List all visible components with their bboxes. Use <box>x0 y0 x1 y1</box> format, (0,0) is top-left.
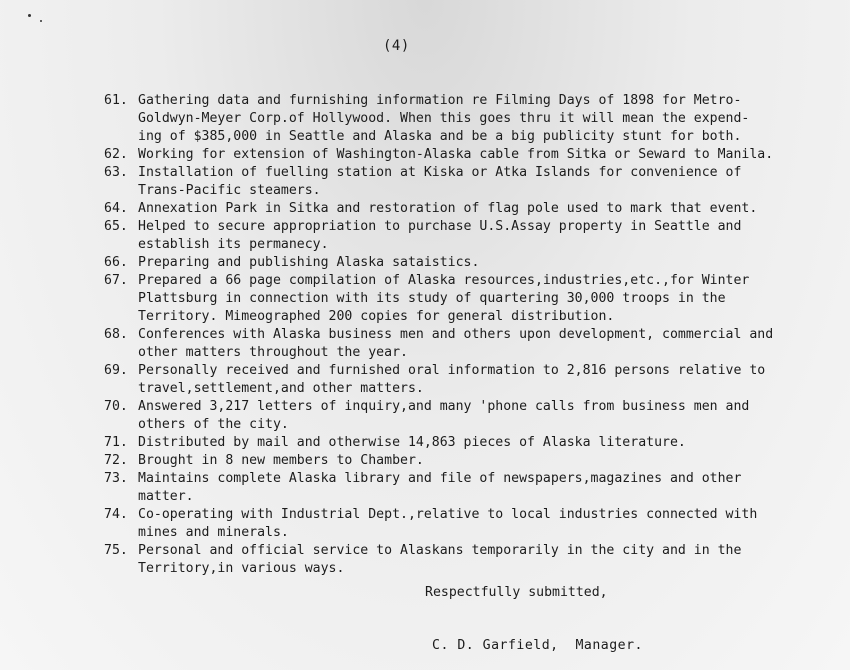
list-item <box>104 434 844 452</box>
ink-speck <box>40 20 42 22</box>
item-text: Personally received and furnished oral information to 2,816 persons relative to <box>138 363 766 378</box>
item-number: 75. <box>104 543 128 558</box>
list-item-continuation <box>104 110 844 128</box>
list-item <box>104 272 844 290</box>
list-item <box>104 362 844 380</box>
item-number <box>104 344 138 362</box>
item-number <box>104 110 138 128</box>
item-text: Plattsburg in connection with its study of quartering 30,000 troops in the <box>138 291 726 306</box>
list-item <box>104 452 844 470</box>
item-number <box>104 560 138 578</box>
item-number <box>104 182 138 200</box>
list-item <box>104 254 844 272</box>
list-item-continuation <box>104 380 844 398</box>
list-item-continuation <box>104 290 844 308</box>
item-number <box>104 380 138 398</box>
item-text: Maintains complete Alaska library and file of newspapers,magazines and other <box>138 471 742 486</box>
list-item <box>104 326 844 344</box>
page-number: (4) <box>383 38 410 54</box>
list-item <box>104 92 844 110</box>
item-number: 74. <box>104 507 128 522</box>
closing-line: Respectfully submitted, <box>425 585 608 600</box>
item-number: 67. <box>104 273 128 288</box>
item-text: Co-operating with Industrial Dept.,relative to local industries connected with <box>138 507 758 522</box>
list-item-continuation <box>104 560 844 578</box>
list-item-continuation <box>104 128 844 146</box>
ink-speck <box>28 14 31 17</box>
item-number: 69. <box>104 363 128 378</box>
item-text: Helped to secure appropriation to purchase U.S.Assay property in Seattle and <box>138 219 742 234</box>
list-item <box>104 506 844 524</box>
item-text: mines and minerals. <box>138 525 289 540</box>
item-text: matter. <box>138 489 194 504</box>
item-number: 73. <box>104 471 128 486</box>
list-item <box>104 218 844 236</box>
list-item-continuation <box>104 344 844 362</box>
item-text: Brought in 8 new members to Chamber. <box>138 453 424 468</box>
item-number: 63. <box>104 165 128 180</box>
item-number: 71. <box>104 435 128 450</box>
item-number: 72. <box>104 453 128 468</box>
list-item <box>104 470 844 488</box>
item-text: Distributed by mail and otherwise 14,863 pieces of Alaska literature. <box>138 435 686 450</box>
list-item <box>104 146 844 164</box>
list-item <box>104 200 844 218</box>
item-number: 64. <box>104 201 128 216</box>
item-text: ing of $385,000 in Seattle and Alaska and be a big publicity stunt for both. <box>138 129 742 144</box>
item-text: Annexation Park in Sitka and restoration of flag pole used to mark that event. <box>138 201 758 216</box>
item-text: other matters throughout the year. <box>138 345 408 360</box>
item-number: 65. <box>104 219 128 234</box>
item-number: 70. <box>104 399 128 414</box>
item-number <box>104 524 138 542</box>
item-text: Goldwyn-Meyer Corp.of Hollywood. When this goes thru it will mean the expend- <box>138 111 750 126</box>
signature-line: C. D. Garfield, Manager. <box>432 638 643 653</box>
item-text: Prepared a 66 page compilation of Alaska resources,industries,etc.,for Winter <box>138 273 750 288</box>
item-text: Conferences with Alaska business men and others upon development, commercial and <box>138 327 774 342</box>
item-text: Territory,in various ways. <box>138 561 345 576</box>
item-number: 62. <box>104 147 128 162</box>
list-item-continuation <box>104 182 844 200</box>
item-number <box>104 290 138 308</box>
list-item <box>104 398 844 416</box>
list-item-continuation <box>104 524 844 542</box>
item-number <box>104 488 138 506</box>
item-number <box>104 236 138 254</box>
list-item-continuation <box>104 488 844 506</box>
item-number: 68. <box>104 327 128 342</box>
list-item-continuation <box>104 236 844 254</box>
item-text: establish its permanecy. <box>138 237 329 252</box>
item-text: travel,settlement,and other matters. <box>138 381 424 396</box>
item-text: Working for extension of Washington-Alaska cable from Sitka or Seward to Manila. <box>138 147 774 162</box>
item-text: Gathering data and furnishing information re Filming Days of 1898 for Metro- <box>138 93 742 108</box>
list-item <box>104 164 844 182</box>
list-item-continuation <box>104 308 844 326</box>
item-text: Installation of fuelling station at Kiska or Atka Islands for convenience of <box>138 165 742 180</box>
item-number <box>104 128 138 146</box>
list-item <box>104 542 844 560</box>
item-number: 61. <box>104 93 128 108</box>
item-text: Answered 3,217 letters of inquiry,and many 'phone calls from business men and <box>138 399 750 414</box>
item-text: Trans-Pacific steamers. <box>138 183 321 198</box>
item-text: Personal and official service to Alaskans temporarily in the city and in the <box>138 543 742 558</box>
item-number: 66. <box>104 255 128 270</box>
item-text: others of the city. <box>138 417 289 432</box>
numbered-list <box>104 92 844 578</box>
item-text: Preparing and publishing Alaska sataistics. <box>138 255 480 270</box>
item-text: Territory. Mimeographed 200 copies for general distribution. <box>138 309 615 324</box>
item-number <box>104 416 138 434</box>
list-item-continuation <box>104 416 844 434</box>
item-number <box>104 308 138 326</box>
